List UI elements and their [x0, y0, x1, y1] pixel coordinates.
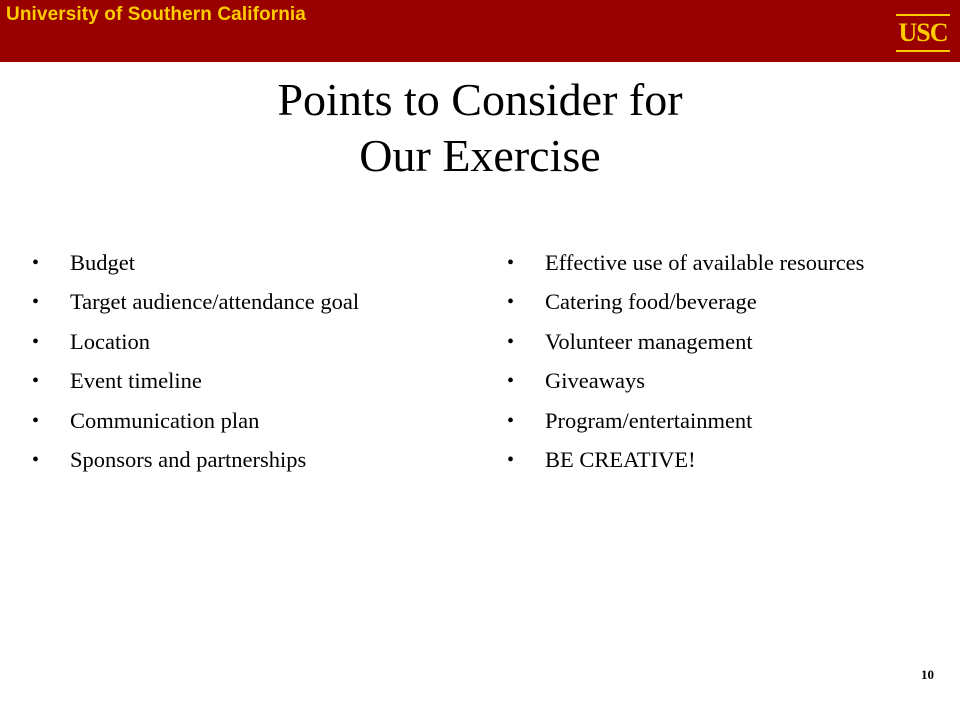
list-item: [505, 324, 955, 363]
bullet-icon: •: [507, 448, 515, 471]
bullet-icon: •: [32, 448, 40, 471]
logo-text: USC: [898, 18, 948, 47]
list-item-text: Catering food/beverage: [545, 289, 757, 315]
logo-top-rule: [896, 14, 950, 16]
list-item-text: Budget: [70, 250, 135, 275]
university-name: University of Southern California: [6, 4, 306, 25]
list-item: [30, 245, 470, 284]
list-item-text: Target audience/attendance goal: [70, 289, 360, 315]
list-item-text: Effective use of available resources: [545, 250, 865, 275]
bullet-icon: •: [507, 330, 515, 353]
header-banner: [0, 0, 960, 62]
title-line-1: Points to Consider for: [277, 74, 683, 125]
list-item: [505, 363, 955, 402]
list-item: [505, 245, 955, 284]
list-item-text: Program/entertainment: [545, 407, 753, 433]
list-item-text: Sponsors and partnerships: [70, 446, 307, 472]
bullet-icon: •: [32, 330, 40, 353]
list-item: [30, 442, 470, 481]
bullet-icon: •: [32, 291, 40, 314]
list-item-text: Event timeline: [70, 368, 202, 394]
left-bullet-list: [30, 245, 470, 481]
list-item-text: Location: [70, 328, 150, 354]
usc-logo: [896, 14, 950, 52]
list-item-text: Communication plan: [70, 407, 260, 433]
page-number: 10: [921, 667, 934, 682]
title-line-2: Our Exercise: [359, 130, 601, 181]
bullet-icon: •: [507, 370, 515, 393]
bullet-icon: •: [507, 252, 515, 274]
bullet-icon: •: [32, 370, 40, 393]
bullet-icon: •: [32, 252, 40, 274]
list-item: [30, 284, 470, 323]
right-bullet-list: [505, 245, 955, 481]
list-item-text: Giveaways: [545, 368, 645, 394]
list-item: [30, 363, 470, 402]
slide-title: [0, 72, 960, 184]
list-item: [505, 442, 955, 481]
list-item: [30, 324, 470, 363]
list-item: [505, 284, 955, 323]
list-item-text: Volunteer management: [545, 328, 753, 354]
list-item: [505, 403, 955, 442]
bullet-icon: •: [32, 409, 40, 432]
bullet-icon: •: [507, 409, 515, 432]
logo-bottom-rule: [896, 50, 950, 52]
list-item: [30, 403, 470, 442]
list-item-text: BE CREATIVE!: [545, 446, 696, 472]
bullet-icon: •: [507, 291, 515, 314]
